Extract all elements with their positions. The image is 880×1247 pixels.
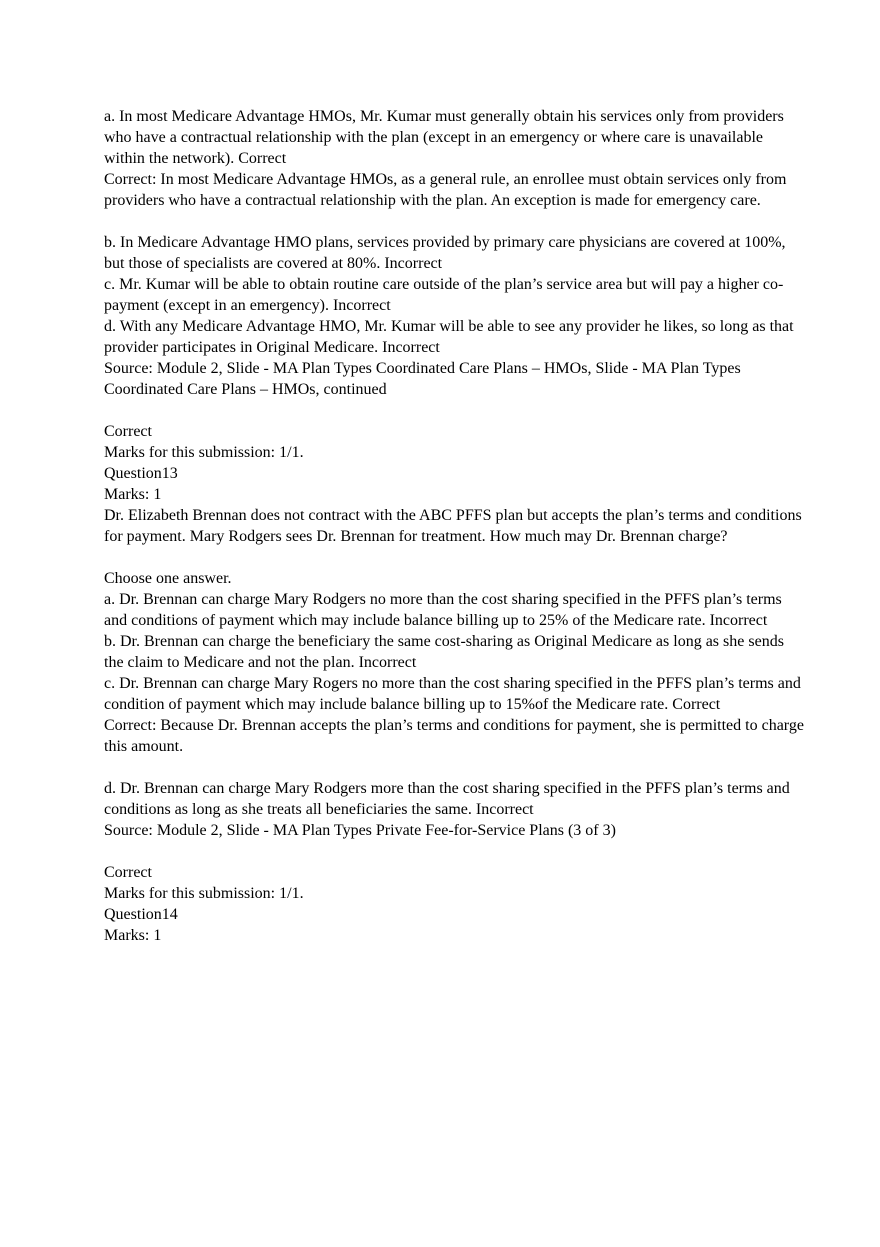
spacer	[104, 400, 804, 421]
q13-feedback: Correct: Because Dr. Brennan accepts the plan’s terms and conditions for payment, she is permitted to charge this amount.	[104, 717, 804, 755]
q12-option-d: d. With any Medicare Advantage HMO, Mr. Kumar will be able to see any provider he likes, so long as that provider participates in Original Medicare. Incorrect	[104, 318, 794, 356]
q12-option-a: a. In most Medicare Advantage HMOs, Mr. Kumar must generally obtain his services only from providers who have a contractual relationship with the plan (except in an emergency or where care is unavailable within the network). Correct	[104, 108, 784, 167]
spacer	[104, 211, 804, 232]
spacer	[104, 841, 804, 862]
q13-title: Question13	[104, 465, 178, 482]
q12-option-b: b. In Medicare Advantage HMO plans, services provided by primary care physicians are covered at 100%, but those of specialists are covered at 80%. Incorrect	[104, 234, 786, 272]
q14-title: Question14	[104, 906, 178, 923]
q13-marks: Marks: 1	[104, 486, 162, 503]
q13-source: Source: Module 2, Slide - MA Plan Types Private Fee-for-Service Plans (3 of 3)	[104, 822, 616, 839]
q13-option-c: c. Dr. Brennan can charge Mary Rogers no more than the cost sharing specified in the PFFS plan’s terms and condition of payment which may include balance billing up to 15%of the Medicare rate. Correct	[104, 675, 801, 713]
q13-option-a: a. Dr. Brennan can charge Mary Rodgers no more than the cost sharing specified in the PFFS plan’s terms and conditions of payment which may include balance billing up to 25% of the Medicare rate. Incorrect	[104, 591, 782, 629]
document-page	[104, 106, 804, 946]
q13-result: Correct	[104, 864, 152, 881]
q12-result: Correct	[104, 423, 152, 440]
spacer	[104, 547, 804, 568]
q12-option-c: c. Mr. Kumar will be able to obtain routine care outside of the plan’s service area but will pay a higher co-payment (except in an emergency). Incorrect	[104, 276, 784, 314]
q13-instruction: Choose one answer.	[104, 570, 232, 587]
q13-question-text: Dr. Elizabeth Brennan does not contract with the ABC PFFS plan but accepts the plan’s terms and conditions for payment. Mary Rodgers sees Dr. Brennan for treatment. How much may Dr. Brennan charge?	[104, 507, 802, 545]
q13-option-b: b. Dr. Brennan can charge the beneficiary the same cost-sharing as Original Medicare as long as she sends the claim to Medicare and not the plan. Incorrect	[104, 633, 784, 671]
q12-feedback: Correct: In most Medicare Advantage HMOs, as a general rule, an enrollee must obtain services only from providers who have a contractual relationship with the plan. An exception is made for emergency care.	[104, 171, 787, 209]
spacer	[104, 757, 804, 778]
q13-marks-submission: Marks for this submission: 1/1.	[104, 885, 304, 902]
q13-option-d: d. Dr. Brennan can charge Mary Rodgers more than the cost sharing specified in the PFFS plan’s terms and conditions as long as she treats all beneficiaries the same. Incorrect	[104, 780, 790, 818]
q14-marks: Marks: 1	[104, 927, 162, 944]
q12-marks-submission: Marks for this submission: 1/1.	[104, 444, 304, 461]
q12-source: Source: Module 2, Slide - MA Plan Types Coordinated Care Plans – HMOs, Slide - MA Plan Types Coordinated Care Plans – HMOs, continued	[104, 360, 741, 398]
